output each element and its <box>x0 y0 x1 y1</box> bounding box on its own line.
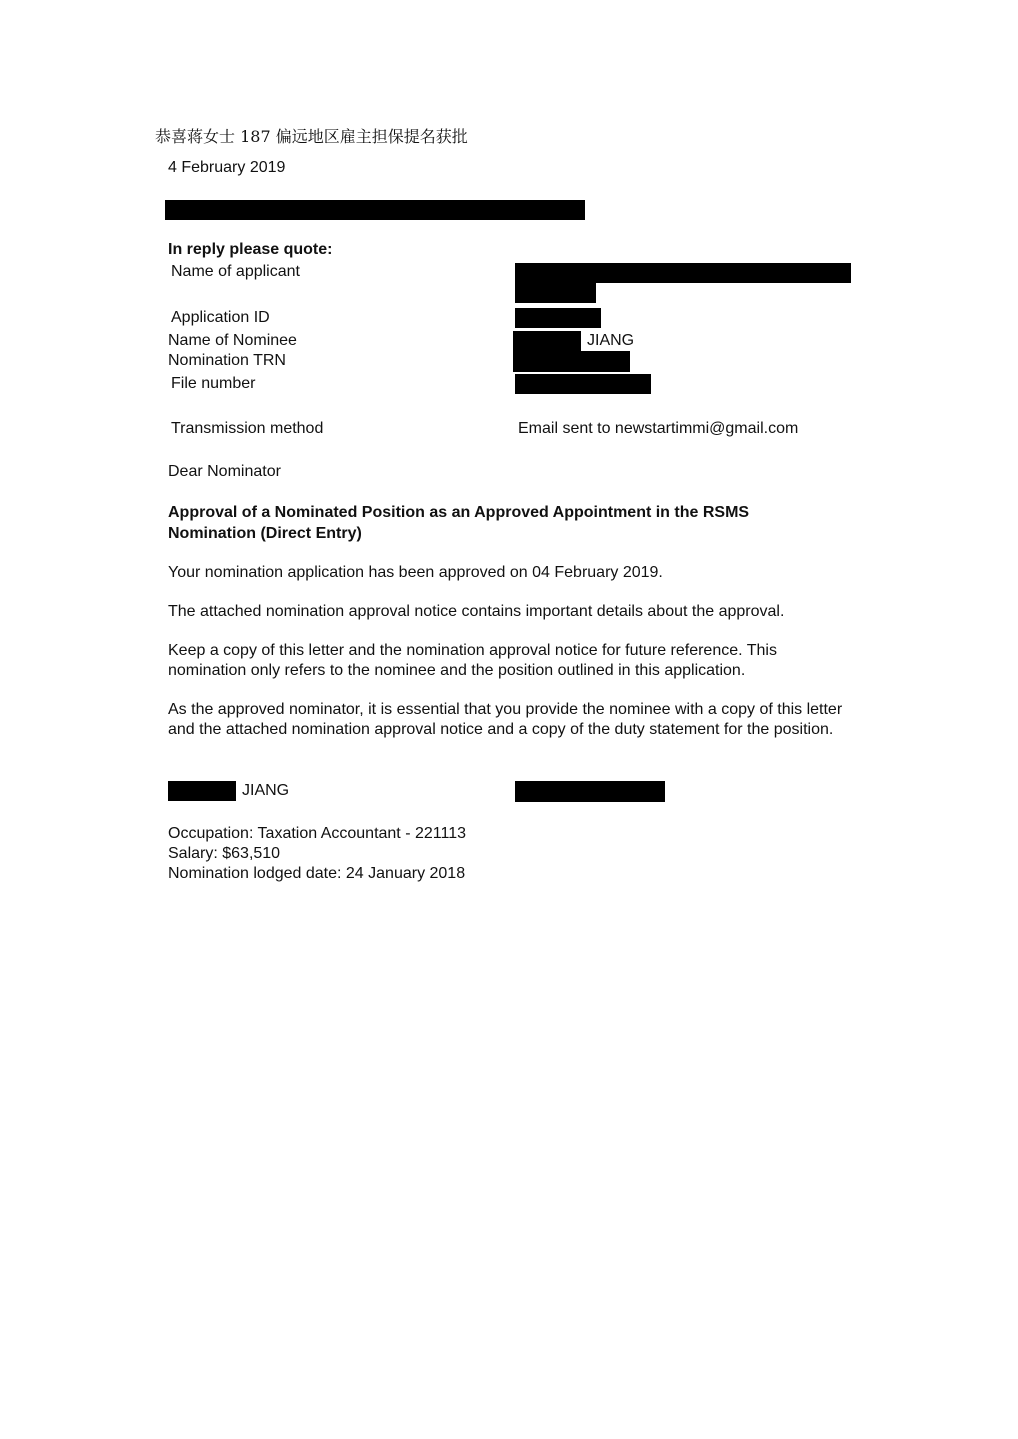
redacted-applicant-name <box>515 263 851 283</box>
redacted-file-number <box>515 374 651 394</box>
transmission-label: Transmission method <box>171 420 324 437</box>
application-id-label: Application ID <box>171 309 270 326</box>
nominee-surname-detail: JIANG <box>242 782 290 799</box>
transmission-value: Email sent to newstartimmi@gmail.com <box>518 420 799 437</box>
paragraph-nominator-duty: As the approved nominator, it is essential that you provide the nominee with a copy of this letter and the attached nomination approval notice and a copy of the duty statement for the position. <box>168 701 843 738</box>
occupation: Occupation: Taxation Accountant - 221113 <box>168 825 466 842</box>
paragraph-keep-copy: Keep a copy of this letter and the nomination approval notice for future reference. This nomination only refers to the nominee and the position outlined in this application. <box>168 642 777 679</box>
redacted-application-id <box>515 308 601 328</box>
redacted-nominee-given-name <box>513 331 581 351</box>
letter-date: 4 February 2019 <box>168 159 286 176</box>
nomination-lodged-date: Nomination lodged date: 24 January 2018 <box>168 865 466 882</box>
file-number-label: File number <box>171 375 256 392</box>
reply-quote-heading: In reply please quote: <box>168 241 333 258</box>
salary: Salary: $63,510 <box>168 845 281 862</box>
paragraph-attached-notice: The attached nomination approval notice contains important details about the approval. <box>168 603 785 620</box>
subject-line-2: Nomination (Direct Entry) <box>168 525 362 542</box>
applicant-label: Name of applicant <box>171 263 300 280</box>
redacted-address <box>165 200 585 220</box>
salutation: Dear Nominator <box>168 463 281 480</box>
redacted-nominee-reference <box>515 781 665 802</box>
redacted-nominee-first-name <box>168 781 236 801</box>
subject-line-1: Approval of a Nominated Position as an Approved Appointment in the RSMS <box>168 504 750 521</box>
redacted-nomination-trn <box>513 351 630 372</box>
nominee-surname: JIANG <box>587 332 635 349</box>
paragraph-approved: Your nomination application has been approved on 04 February 2019. <box>168 564 663 581</box>
nominee-label: Name of Nominee <box>168 332 297 349</box>
redacted-applicant-name-line2 <box>515 283 596 303</box>
chinese-title: 恭喜蒋女士 187 偏远地区雇主担保提名获批 <box>155 127 468 146</box>
nomination-trn-label: Nomination TRN <box>168 352 286 369</box>
